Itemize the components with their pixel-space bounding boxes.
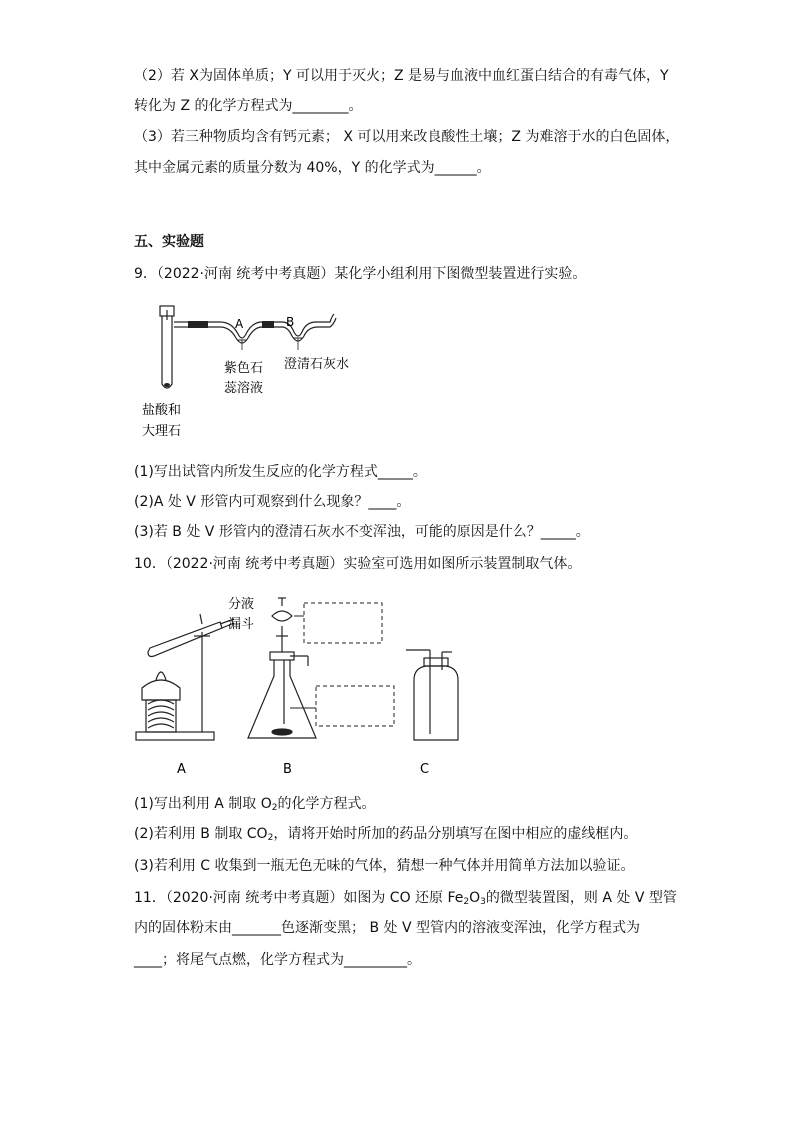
- q11-line2: 内的固体粉末由_______色逐渐变黑； B 处 V 型管内的溶液变浑浊，化学方程式为: [134, 920, 640, 936]
- v-tube-b: [274, 314, 334, 336]
- funnel-label-1: 分液: [228, 597, 255, 612]
- label-b: B: [286, 315, 295, 329]
- q9-sub3: (3)若 B 处 V 形管内的澄清石灰水不变浑浊，可能的原因是什么？_____。: [134, 524, 590, 540]
- answer-box-flask[interactable]: [316, 686, 394, 726]
- q8-part3-line1: （3）若三种物质均含有钙元素； X 可以用来改良酸性土壤；Z 为难溶于水的白色固体，: [134, 129, 680, 145]
- q11-line1: 11．（2020·河南 统考中考真题）如图为 CO 还原 $Fe_2O_3$的微型装置图，则 A 处 V 型管: [134, 890, 677, 907]
- apparatus-c-label: C: [420, 762, 430, 777]
- apparatus-b: [248, 598, 316, 738]
- apparatus-c: [406, 650, 458, 740]
- label-a: A: [235, 317, 244, 331]
- funnel-label-2: 漏斗: [228, 617, 255, 632]
- q9-sub2: (2)A 处 V 形管内可观察到什么现象？____。: [134, 494, 411, 510]
- reagent-a-label-2: 蕊溶液: [224, 381, 264, 396]
- test-tube: [160, 306, 174, 388]
- q11-line3: ____；将尾气点燃，化学方程式为_________。: [134, 952, 421, 968]
- tube-content-label-2: 大理石: [142, 424, 182, 439]
- q9-sub1: (1)写出试管内所发生反应的化学方程式_____。: [134, 464, 427, 480]
- apparatus-a-label: A: [177, 762, 186, 777]
- q10-apparatus-figure: [134, 592, 474, 778]
- q10-sub2: (2)若利用 B 制取 $CO_2$，请将开始时所加的药品分别填写在图中相应的虚线框内。: [134, 826, 638, 843]
- reagent-b-label: 澄清石灰水: [284, 357, 350, 372]
- rubber-hose-2: [262, 321, 274, 328]
- answer-box-funnel[interactable]: [304, 603, 382, 643]
- q10-sub1: (1)写出利用 A 制取 $O_2$的化学方程式。: [134, 796, 376, 813]
- delivery-tube: [174, 322, 188, 327]
- rubber-hose-1: [188, 321, 208, 328]
- q8-part3-line2: 其中金属元素的质量分数为 40%，Y 的化学式为______。: [134, 160, 491, 176]
- q8-part2-line2: 转化为 Z 的化学方程式为________。: [134, 98, 363, 114]
- reagent-a-label-1: 紫色石: [224, 361, 264, 376]
- marble-chips: [164, 383, 170, 387]
- section-title: 五、实验题: [134, 234, 204, 250]
- q10-stem: 10．（2022·河南 统考中考真题）实验室可选用如图所示装置制取气体。: [134, 556, 582, 572]
- q9-apparatus-figure: [134, 296, 374, 446]
- q10-sub3: (3)若利用 C 收集到一瓶无色无味的气体，猜想一种气体并用简单方法加以验证。: [134, 858, 635, 874]
- apparatus-b-label: B: [283, 762, 292, 777]
- apparatus-a: [136, 614, 234, 740]
- q9-stem: 9．（2022·河南 统考中考真题）某化学小组利用下图微型装置进行实验。: [134, 266, 587, 282]
- tube-content-label-1: 盐酸和: [142, 403, 182, 418]
- q8-part2-line1: （2）若 X为固体单质；Y 可以用于灭火；Z 是易与血液中血红蛋白结合的有毒气体，Y: [134, 68, 669, 84]
